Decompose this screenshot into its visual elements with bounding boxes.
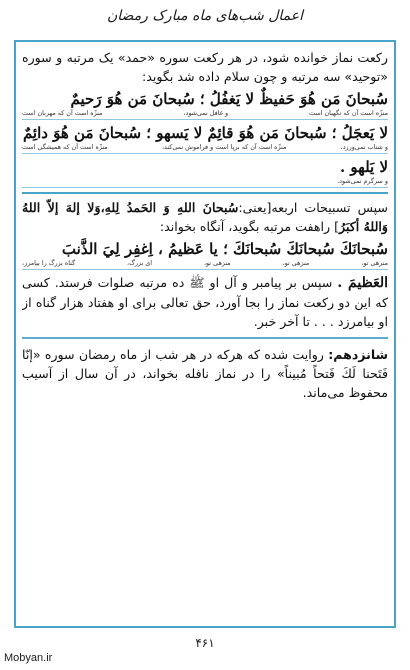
- gloss-line-2: [22, 143, 388, 154]
- paragraph-2: [22, 198, 388, 236]
- gloss-line-3: [22, 177, 388, 188]
- gloss-text: ای بزرگ،: [127, 259, 153, 267]
- page-header: [0, 0, 410, 40]
- gloss-text: منزّه است آن که همیشگی است: [22, 143, 108, 151]
- arabic-line-2: لا يَعجَلُ ؛ سُبحانَ مَن هُوَ قائِمٌ لا يَسهو ؛ سُبحانَ مَن هُوَ دائِمٌ: [22, 124, 388, 142]
- page-content: [22, 48, 388, 620]
- gloss-text: منزهی تو،: [282, 259, 310, 267]
- gloss-text: و غافل نمی‌شود،: [183, 109, 229, 117]
- gloss-text: منزّه است آن که نگهبان است: [309, 109, 388, 117]
- arabic-line-3: لا يَلهو .: [339, 158, 388, 176]
- section-label: شانزدهم:: [328, 347, 388, 362]
- header-title: اعمال شب‌های ماه مبارک رمضان: [107, 8, 303, 24]
- paragraph-2-outro: ] راهفت مرتبه بگوید، آنگاه بخواند:: [159, 219, 340, 234]
- arabic-line-5: العَظيمَ .: [337, 275, 388, 291]
- paragraph-1: رکعت نماز خوانده شود، در هر رکعت سوره «حمد» یک مرتبه و سوره «توحید» سه مرتبه و چون سلام داده شد بگوید:: [22, 50, 388, 84]
- section-divider: [22, 337, 388, 339]
- tasbihat-arabic: سُبحانَ اللهِ وَ الحَمدُ لِلهِ،وَلا إلهَ إلاّ اللهُ وَاللهُ أكبَرُ: [22, 200, 388, 234]
- paragraph-3: [22, 273, 388, 331]
- gloss-line-1: [22, 109, 388, 120]
- site-watermark: Mobyan.ir: [4, 652, 53, 664]
- gloss-text: و شتاب نمی‌ورزد،: [340, 143, 388, 151]
- paragraph-4: [22, 345, 388, 402]
- paragraph-4-text: روایت شده که هرکه در هر شب از ماه رمضان سوره «إنّا فَتَحنا لَكَ فَتحاً مُبيناً» را در نماز نافله بخواند، در آن سال از آسیب محفوظ می‌ماند.: [22, 347, 388, 400]
- arabic-line-1: سُبحانَ مَن هُوَ حَفيظٌ لا يَغفُلُ ؛ سُبحانَ مَن هُوَ رَحيمٌ: [70, 90, 388, 108]
- paragraph-3-text: سپس بر پیامبر و آل او ﷺ ده مرتبه صلوات فرستد. کسی که این دو رکعت نماز را بجا آورد، حق تعالی برای او هفتاد هزار گناه از او بیامرزد . . . تا آخر خبر.: [22, 275, 388, 329]
- gloss-text: منزّه است آن که برپا است و فراموش نمی‌کند،: [161, 143, 287, 151]
- gloss-text: منزّه است آن که مهربان است: [22, 109, 103, 117]
- gloss-text: و سرگرم نمی‌شود.: [337, 177, 388, 185]
- gloss-text: گناه بزرگ را بیامرز،: [22, 259, 76, 267]
- arabic-line-4: سُبحانَكَ سُبحانَكَ سُبحانَكَ ؛ يا عَظيمُ ، اِغفِر لِيَ الذَّنبَ: [61, 240, 388, 258]
- paragraph-2-intro: سپس تسبیحات اربعه[یعنی:: [238, 200, 388, 215]
- page-number: ۴۶۱: [195, 636, 215, 650]
- gloss-text: منزهی تو،: [361, 259, 388, 267]
- gloss-text: منزهی تو،: [203, 259, 231, 267]
- gloss-line-4: [22, 259, 388, 270]
- section-divider: [22, 192, 388, 194]
